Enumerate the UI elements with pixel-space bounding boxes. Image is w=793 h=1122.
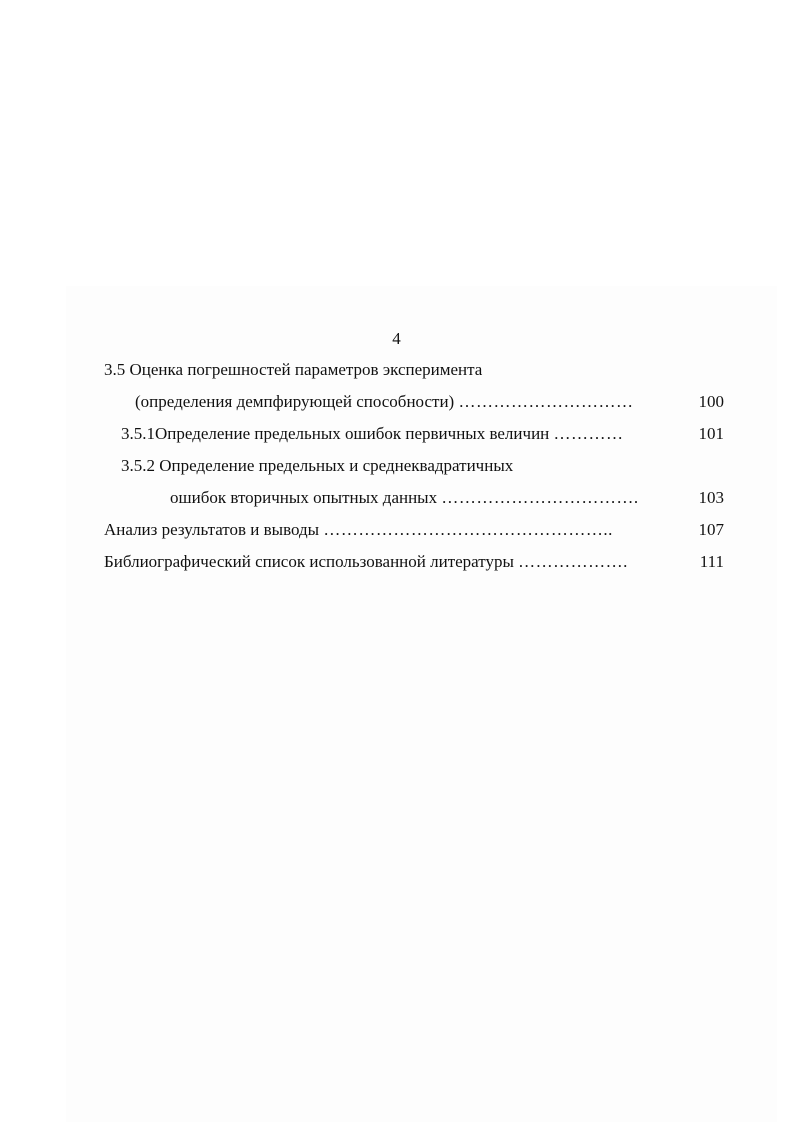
toc-section-3-5-page: 100 (698, 392, 724, 411)
toc-section-3-5-2-page: 103 (698, 488, 724, 507)
toc-section-3-5-title: (определения демпфирующей способности) (135, 392, 455, 411)
page-number: 4 (392, 329, 401, 348)
toc-section-3-5-1-title: 3.5.1Определение предельных ошибок первичных величин (121, 424, 550, 443)
toc-analysis-line (104, 519, 613, 541)
toc-bibliography-line (104, 551, 628, 573)
toc-bibliography-title: Библиографический список использованной литературы (104, 552, 514, 571)
toc-analysis-title: Анализ результатов и выводы (104, 520, 320, 539)
toc-section-3-5-2-title-line1: 3.5.2 Определение предельных и среднеквадратичных (121, 456, 514, 475)
toc-bibliography-page: 111 (699, 552, 724, 571)
toc-dot-leader: ………… (553, 424, 624, 443)
toc-dot-leader: ………………………………………….. (323, 520, 613, 539)
toc-analysis-page: 107 (698, 520, 724, 539)
toc-section-3-5-1-page: 101 (698, 424, 724, 443)
toc-section-3-5-title-line2 (135, 391, 633, 413)
toc-dot-leader: ……………………………. (441, 488, 639, 507)
toc-dot-leader: ………………………… (458, 392, 634, 411)
toc-section-3-5-title-line1: 3.5 Оценка погрешностей параметров эксперимента (104, 360, 483, 379)
toc-dot-leader: ………………. (518, 552, 628, 571)
toc-section-3-5-1-line (121, 423, 624, 445)
toc-section-3-5-2-title-line2 (170, 487, 639, 509)
toc-section-3-5-2-title: ошибок вторичных опытных данных (170, 488, 438, 507)
